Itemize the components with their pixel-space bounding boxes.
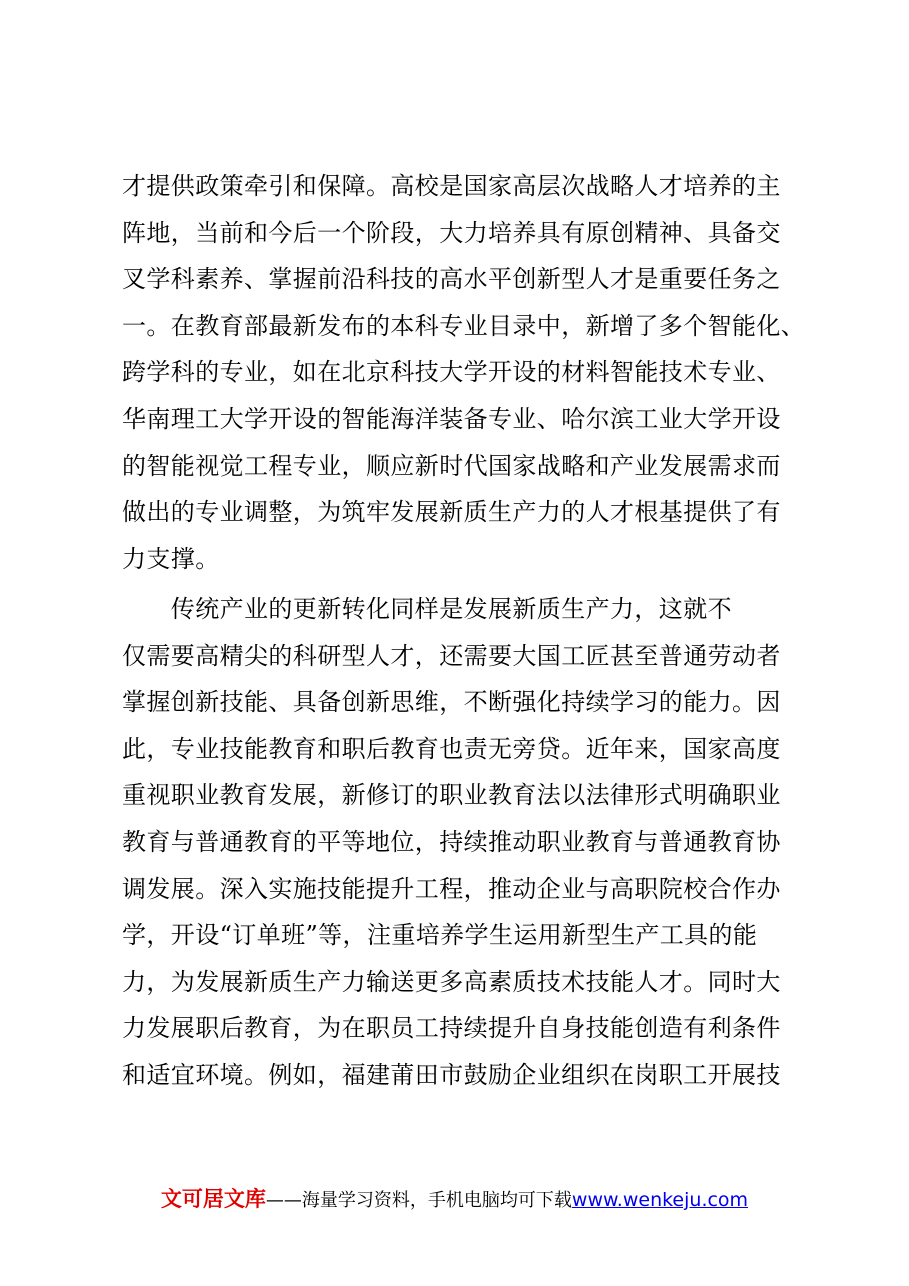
text-line: 传统产业的更新转化同样是发展新质生产力，这就不 xyxy=(122,595,732,623)
text-line: 此，专业技能教育和职后教育也责无旁贷。近年来，国家高度 xyxy=(122,734,781,763)
text-line: 一。在教育部最新发布的本科专业目录中，新增了多个智能化、 xyxy=(122,311,806,340)
text-line: 和适宜环境。例如，福建莆田市鼓励企业组织在岗职工开展技 xyxy=(122,1060,781,1089)
text-line: 阵地，当前和今后一个阶段，大力培养具有原创精神、具备交 xyxy=(122,218,781,247)
footer-tagline: ——海量学习资料，手机电脑均可下载 xyxy=(265,1190,572,1211)
text-line: 的智能视觉工程专业，顺应新时代国家战略和产业发展需求而 xyxy=(122,451,781,480)
text-line: 跨学科的专业，如在北京科技大学开设的材料智能技术专业、 xyxy=(122,358,781,387)
text-line: 力支撑。 xyxy=(122,544,220,573)
text-line: 力发展职后教育，为在职员工持续提升自身技能创造有利条件 xyxy=(122,1014,781,1043)
text-line: 才提供政策牵引和保障。高校是国家高层次战略人才培养的主 xyxy=(122,172,781,200)
text-line: 重视职业教育发展，新修订的职业教育法以法律形式明确职业 xyxy=(122,781,781,810)
text-line: 叉学科素养、掌握前沿科技的高水平创新型人才是重要任务之 xyxy=(122,265,781,294)
text-line: 力，为发展新质生产力输送更多高素质技术技能人才。同时大 xyxy=(122,967,781,996)
text-line: 华南理工大学开设的智能海洋装备专业、哈尔滨工业大学开设 xyxy=(122,404,781,433)
website-link[interactable]: www.wenkeju.com xyxy=(571,1189,749,1211)
text-line: 仅需要高精尖的科研型人才，还需要大国工匠甚至普通劳动者 xyxy=(122,641,781,670)
text-line: 调发展。深入实施技能提升工程，推动企业与高职院校合作办 xyxy=(122,874,781,903)
brand-name: 文可居文库 xyxy=(160,1187,266,1211)
footer-banner xyxy=(0,1183,909,1213)
text-line: 掌握创新技能、具备创新思维，不断强化持续学习的能力。因 xyxy=(122,688,781,717)
text-line: 做出的专业调整，为筑牢发展新质生产力的人才根基提供了有 xyxy=(122,498,781,527)
text-line: 学，开设“订单班”等，注重培养学生运用新型生产工具的能 xyxy=(122,921,758,950)
text-line: 教育与普通教育的平等地位，持续推动职业教育与普通教育协 xyxy=(122,827,781,856)
paragraph-2 xyxy=(122,586,802,1099)
paragraph-1 xyxy=(122,163,806,582)
